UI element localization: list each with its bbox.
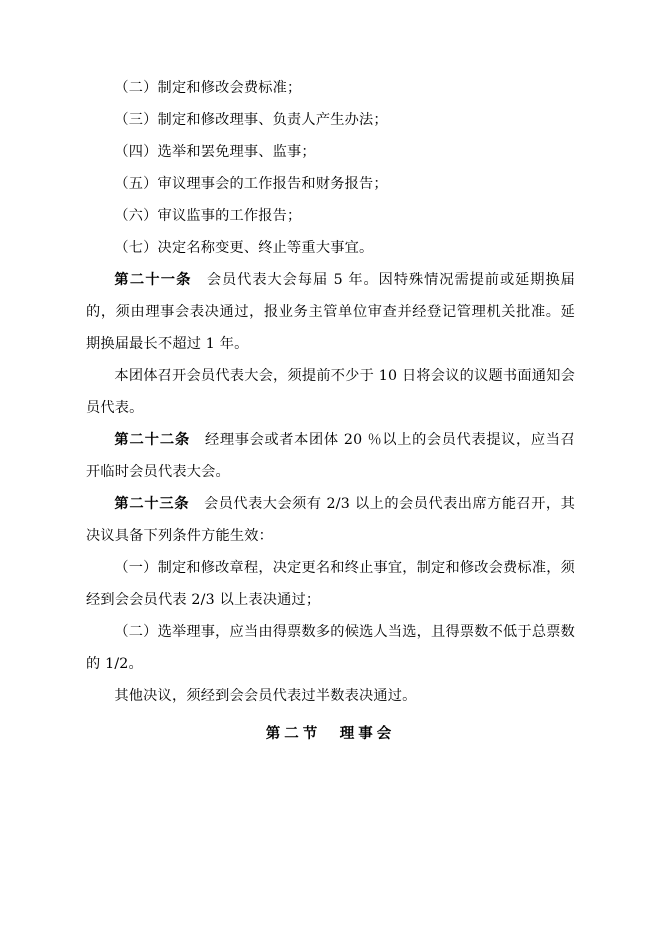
article-number: 第二十二条	[114, 432, 191, 448]
article-paragraph-continued	[86, 680, 575, 712]
list-item	[86, 168, 575, 200]
list-item	[86, 616, 575, 680]
paragraph-text: （五）审议理事会的工作报告和财务报告；	[114, 176, 388, 192]
section-heading: 第二节 理事会	[265, 725, 396, 742]
list-item	[86, 104, 575, 136]
paragraph-text: 其他决议，须经到会会员代表过半数表决通过。	[114, 688, 417, 704]
document-body	[86, 72, 575, 750]
spacer	[86, 712, 575, 714]
paragraph-text: 本团体召开会员代表大会，须提前不少于 10 日将会议的议题书面通知会员代表。	[86, 368, 575, 416]
article-paragraph	[86, 488, 575, 552]
article-number: 第二十三条	[114, 496, 190, 512]
paragraph-text: （二）制定和修改会费标准；	[114, 80, 302, 96]
article-paragraph	[86, 424, 575, 488]
paragraph-text: （二）选举理事，应当由得票数多的候选人当选，且得票数不低于总票数的 1/2。	[86, 624, 575, 672]
article-paragraph	[86, 264, 575, 360]
paragraph-text: （六）审议监事的工作报告；	[114, 208, 302, 224]
article-number: 第二十一条	[114, 272, 192, 288]
paragraph-text: （三）制定和修改理事、负责人产生办法；	[114, 112, 388, 128]
paragraph-text: （四）选举和罢免理事、监事；	[114, 144, 316, 160]
list-item	[86, 200, 575, 232]
list-item	[86, 232, 575, 264]
list-item	[86, 552, 575, 616]
paragraph-text: （七）决定名称变更、终止等重大事宜。	[114, 240, 374, 256]
paragraph-text: （一）制定和修改章程，决定更名和终止事宜，制定和修改会费标准，须经到会会员代表 2/3 以上表决通过；	[86, 560, 575, 608]
paragraph-text: 会员代表大会每届 5 年。因特殊情况需提前或延期换届的，须由理事会表决通过，报业务主管单位审查并经登记管理机关批准。延期换届最长不超过 1 年。	[86, 272, 575, 352]
paragraph-text: 经理事会或者本团体 20 ％以上的会员代表提议，应当召开临时会员代表大会。	[86, 432, 575, 480]
list-item	[86, 72, 575, 104]
article-paragraph-continued	[86, 360, 575, 424]
paragraph-text: 会员代表大会须有 2/3 以上的会员代表出席方能召开，其决议具备下列条件方能生效：	[86, 496, 575, 544]
list-item	[86, 136, 575, 168]
